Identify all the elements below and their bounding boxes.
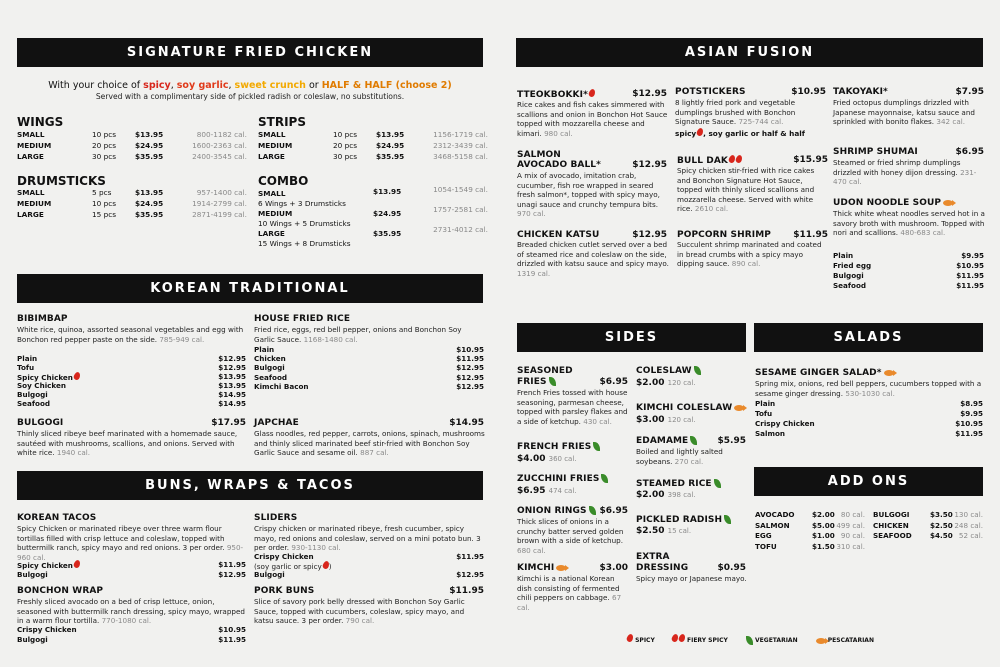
extra-dressing-name-1: EXTRA xyxy=(636,552,670,562)
salad-options xyxy=(755,399,983,439)
combo-title: COMBO xyxy=(258,174,309,188)
option-price: $12.95 xyxy=(218,354,246,363)
katsu-desc: Breaded chicken cutlet served over a bed of steamed rice and coleslaw on the side, drizzled with katsu sauce and spicy mayo. 1319 cal. xyxy=(517,240,669,278)
sliders-option-1: Crispy Chicken $11.95 xyxy=(254,552,484,561)
option-name: Seafood xyxy=(254,372,288,382)
addon-cal: 310 cal. xyxy=(836,541,865,551)
option-price: $8.95 xyxy=(960,399,983,408)
wings-row xyxy=(17,129,247,140)
option-name: Tofu xyxy=(17,363,35,372)
addon-row xyxy=(755,531,865,540)
japchae-price: $14.95 xyxy=(449,418,484,428)
seasoned-fries-desc: French Fries tossed with house seasoning, parmesan cheese, topped with parsley flakes and a side of ketchup. 430 cal. xyxy=(517,388,628,426)
addon-price: $1.00 xyxy=(812,531,835,540)
extra-dressing-desc: Spicy mayo or Japanese mayo. xyxy=(636,574,747,583)
drums-size-label: MEDIUM xyxy=(17,199,52,208)
option-price: $14.95 xyxy=(218,390,246,399)
option-price: $10.95 xyxy=(956,261,984,270)
option-name: Chicken xyxy=(254,354,286,364)
option-price: $11.95 xyxy=(956,271,984,280)
salmon-name-1: SALMON xyxy=(517,150,561,160)
option-name: Soy Chicken xyxy=(17,381,66,390)
bulgogi-name: BULGOGI xyxy=(17,418,64,428)
onion-rings-name: ONION RINGS xyxy=(517,506,596,516)
strips-cal: 1156-1719 cal. xyxy=(433,130,488,139)
kimchi-name: KIMCHI xyxy=(517,563,566,573)
strips-price: $35.95 xyxy=(376,152,405,161)
addon-row xyxy=(873,521,983,530)
addon-row xyxy=(755,542,865,551)
option-price: $10.95 xyxy=(218,625,246,634)
option-row xyxy=(833,261,984,270)
bulgogi-price: $17.95 xyxy=(211,418,246,428)
edamame-desc: Boiled and lightly salted soybeans. 270 cal. xyxy=(636,447,723,466)
addon-row xyxy=(755,510,865,519)
salad-desc: Spring mix, onions, red bell peppers, cucumbers topped with a sesame ginger dressing. 530-1030 cal. xyxy=(755,379,982,398)
addons-left xyxy=(755,510,865,550)
tacos-desc: Spicy Chicken or marinated ribeye over three warm flour tortillas filled with crisp lettuce and coleslaw, topped with buttermilk ranch, spicy mayo and red onions. 3 per order. 950-960 cal. xyxy=(17,524,244,562)
sliders-option-2: Bulgogi $12.95 xyxy=(254,570,484,579)
option-row xyxy=(254,363,484,372)
wings-qty: 20 pcs xyxy=(92,141,117,150)
potstickers-name: POTSTICKERS xyxy=(675,87,746,97)
combo-price: $35.95 xyxy=(373,229,402,238)
option-price: $12.95 xyxy=(218,363,246,372)
drums-price: $24.95 xyxy=(135,199,164,208)
wrap-desc: Freshly sliced avocado on a bed of crisp lettuce, onion, seasoned with buttermilk ranch dressing, spicy mayo, wrapped in a warm flour tortilla. 770-1080 cal. xyxy=(17,597,245,626)
option-price: $11.95 xyxy=(456,354,484,364)
combo-cal: 2731-4012 cal. xyxy=(433,225,488,234)
strips-qty: 30 pcs xyxy=(333,152,358,161)
friedrice-desc: Fried rice, eggs, red bell pepper, onions and Bonchon Soy Garlic Sauce. 1168-1480 cal. xyxy=(254,325,462,344)
option-price: $13.95 xyxy=(218,372,246,381)
onion-rings-price: $6.95 xyxy=(599,506,628,516)
intro-subline: Served with a complimentary side of pickled radish or coleslaw, no substitutions. xyxy=(95,92,405,101)
section-header-addons: ADD ONS xyxy=(754,467,983,496)
section-header-korean: KOREAN TRADITIONAL xyxy=(17,274,483,303)
wings-price: $13.95 xyxy=(135,130,164,139)
addon-name: TOFU xyxy=(755,541,777,551)
bibimbap-name: BIBIMBAP xyxy=(17,314,68,324)
wrap-options xyxy=(17,625,246,645)
option-price: $11.95 xyxy=(955,429,983,438)
wings-size-label: MEDIUM xyxy=(17,141,52,150)
option-price: $10.95 xyxy=(456,345,484,354)
wings-cal: 800-1182 cal. xyxy=(196,130,247,139)
french-fries-price: $4.00 360 cal. xyxy=(517,454,577,464)
porkbuns-name: PORK BUNS xyxy=(254,586,315,596)
option-row xyxy=(755,419,983,428)
combo-size-label: SMALL xyxy=(258,189,286,198)
option-row xyxy=(755,409,983,418)
option-row xyxy=(17,390,246,399)
option-row xyxy=(17,354,246,363)
drums-cal: 1914-2799 cal. xyxy=(192,199,247,208)
onion-rings-desc: Thick slices of onions in a crunchy batter served golden brown with a side of ketchup. 680 cal. xyxy=(517,517,624,555)
drums-price: $13.95 xyxy=(135,188,164,197)
wings-size-label: LARGE xyxy=(17,152,44,161)
combo-size-label: MEDIUM xyxy=(258,209,293,218)
wings-sizes xyxy=(17,129,247,165)
legend-fiery: FIERY SPICY xyxy=(671,637,728,644)
option-row xyxy=(755,399,983,408)
wrap-name: BONCHON WRAP xyxy=(17,586,104,596)
option-price: $11.95 xyxy=(956,281,984,290)
option-name: Kimchi Bacon xyxy=(254,381,309,391)
addon-cal: 52 cal. xyxy=(958,531,983,540)
option-price: $12.95 xyxy=(456,363,484,373)
popcorn-price: $11.95 xyxy=(793,230,828,240)
addon-name: CHICKEN xyxy=(873,520,909,530)
option-name: Bulgogi xyxy=(17,390,48,399)
option-price: $9.95 xyxy=(961,251,984,260)
strips-row xyxy=(258,129,488,140)
option-row xyxy=(254,345,484,354)
section-header-fried: SIGNATURE FRIED CHICKEN xyxy=(17,38,483,67)
seasoned-fries-name-2: FRIES xyxy=(517,377,556,387)
strips-size-label: MEDIUM xyxy=(258,141,293,150)
intro-line: With your choice of spicy, soy garlic, sweet crunch or HALF & HALF (choose 2) xyxy=(48,80,452,91)
legend xyxy=(626,634,874,645)
katsu-name: CHICKEN KATSU xyxy=(517,230,600,240)
combo-size-label: LARGE xyxy=(258,229,285,238)
option-row xyxy=(17,635,246,644)
option-price: $10.95 xyxy=(955,419,983,428)
udon-options xyxy=(833,251,984,291)
salad-name: SESAME GINGER SALAD* xyxy=(755,368,894,378)
addon-price: $5.00 xyxy=(812,520,835,530)
sliders-name: SLIDERS xyxy=(254,513,298,523)
option-name: Salmon xyxy=(755,429,786,438)
strips-size-label: SMALL xyxy=(258,130,286,139)
edamame-price: $5.95 xyxy=(717,436,746,446)
wings-cal: 2400-3545 cal. xyxy=(192,152,247,161)
drums-row xyxy=(17,209,247,220)
popcorn-desc: Succulent shrimp marinated and coated in bread crumbs with a spicy mayo dipping sauce. 890 cal. xyxy=(677,240,822,269)
drums-qty: 10 pcs xyxy=(92,199,117,208)
extra-dressing-name-2: DRESSING xyxy=(636,563,689,573)
strips-size-label: LARGE xyxy=(258,152,285,161)
porkbuns-price: $11.95 xyxy=(449,586,484,596)
combo-contents: 10 Wings + 5 Drumsticks xyxy=(258,219,351,228)
seasoned-fries-price: $6.95 xyxy=(599,377,628,387)
addon-cal: 80 cal. xyxy=(840,510,865,519)
option-name: Bulgogi xyxy=(254,363,285,373)
takoyaki-name: TAKOYAKI* xyxy=(833,87,888,97)
strips-price: $24.95 xyxy=(376,141,405,150)
section-header-sides: SIDES xyxy=(517,323,746,352)
potstickers-options: spicy , soy garlic or half & half xyxy=(675,129,805,138)
shumai-desc: Steamed or fried shrimp dumplings drizzled with honey dijon dressing. 231-470 cal. xyxy=(833,158,977,187)
takoyaki-price: $7.95 xyxy=(955,87,984,97)
option-row xyxy=(833,271,984,280)
kimchi-desc: Kimchi is a national Korean dish consisting of fermented chili peppers on cabbage. 67 cal. xyxy=(517,574,622,612)
strips-qty: 20 pcs xyxy=(333,141,358,150)
potstickers-price: $10.95 xyxy=(791,87,826,97)
addon-row xyxy=(873,531,983,540)
option-price: $14.95 xyxy=(218,399,246,408)
option-name: Seafood xyxy=(833,281,867,290)
option-name: Bulgogi xyxy=(17,635,48,644)
option-row xyxy=(17,399,246,408)
drums-size-label: LARGE xyxy=(17,210,44,219)
strips-row xyxy=(258,151,488,162)
salmon-price: $12.95 xyxy=(632,160,667,170)
legend-spicy: SPICY xyxy=(626,637,655,644)
section-header-buns: BUNS, WRAPS & TACOS xyxy=(17,471,483,500)
shumai-price: $6.95 xyxy=(955,147,984,157)
addon-cal: 248 cal. xyxy=(954,520,983,530)
drums-cal: 957-1400 cal. xyxy=(196,188,247,197)
option-name: Plain xyxy=(755,399,776,408)
combo-contents: 15 Wings + 8 Drumsticks xyxy=(258,239,351,248)
udon-desc: Thick white wheat noodles served hot in a savory broth with mushroom. Topped with nori and scallions. 480-683 cal. xyxy=(833,209,985,238)
strips-price: $13.95 xyxy=(376,130,405,139)
tteokbokki-desc: Rice cakes and fish cakes simmered with scallions and onion in Bonchon Hot Sauce topped with mozzarella cheese and kimari. 980 cal. xyxy=(517,100,668,138)
option-name: Spicy Chicken xyxy=(17,373,73,382)
wings-price: $35.95 xyxy=(135,152,164,161)
addon-name: AVOCADO xyxy=(755,510,795,519)
option-row xyxy=(755,429,983,438)
wings-row xyxy=(17,151,247,162)
addon-price: $2.00 xyxy=(812,510,835,519)
bulgogi-desc: Thinly sliced ribeye beef marinated with a homemade sauce, sautéed with mushrooms, scallions, and onions. Served with white rice. 1940 cal. xyxy=(17,429,238,458)
wings-qty: 10 pcs xyxy=(92,130,117,139)
popcorn-name: POPCORN SHRIMP xyxy=(677,230,771,240)
option-name: Seafood xyxy=(17,399,51,408)
salmon-desc: A mix of avocado, imitation crab, cucumber, fish roe wrapped in seared fresh salmon*, topped with spicy mayo, unagi sauce and crunchy tempura bits. 970 cal. xyxy=(517,171,660,219)
addon-cal: 90 cal. xyxy=(840,531,865,540)
kimchi-coleslaw-price: $3.00 120 cal. xyxy=(636,415,696,425)
drums-qty: 15 pcs xyxy=(92,210,117,219)
sliders-desc: Crispy chicken or marinated ribeye, fresh cucumber, spicy mayo, red onions and coleslaw, served on a mini potato bun. 3 per order. 930-1130 cal. xyxy=(254,524,481,553)
combo-price: $24.95 xyxy=(373,209,402,218)
addon-price: $2.50 xyxy=(930,520,953,530)
drums-size-label: SMALL xyxy=(17,188,45,197)
wings-size-label: SMALL xyxy=(17,130,45,139)
legend-pescatarian: PESCATARIAN xyxy=(814,637,874,644)
addon-price: $1.50 xyxy=(812,541,835,551)
option-name: Plain xyxy=(17,354,38,363)
bulldak-desc: Spicy chicken stir-fried with rice cakes and Bonchon Signature Hot Sauce, topped with thinly sliced scallions and mozzarella cheese. Served with white rice. 2610 cal. xyxy=(677,166,815,214)
steamed-rice-name: STEAMED RICE xyxy=(636,479,721,489)
tacos-name: KOREAN TACOS xyxy=(17,513,97,523)
friedrice-name: HOUSE FRIED RICE xyxy=(254,314,351,324)
salmon-name-2: AVOCADO BALL* xyxy=(517,160,601,170)
bibimbap-desc: White rice, quinoa, assorted seasonal vegetables and egg with Bonchon red pepper paste on the side. 785-949 cal. xyxy=(17,325,244,344)
shumai-name: SHRIMP SHUMAI xyxy=(833,147,918,157)
option-name: Plain xyxy=(833,251,854,260)
addon-name: EGG xyxy=(755,531,772,540)
japchae-name: JAPCHAE xyxy=(254,418,299,428)
addon-cal: 499 cal. xyxy=(836,520,865,530)
addon-name: SEAFOOD xyxy=(873,531,912,540)
seasoned-fries-name-1: SEASONED xyxy=(517,366,573,376)
bulldak-name: BULL DAK xyxy=(677,155,742,166)
strips-qty: 10 pcs xyxy=(333,130,358,139)
option-row xyxy=(17,363,246,372)
option-row xyxy=(17,625,246,634)
coleslaw-name: COLESLAW xyxy=(636,366,701,376)
addon-cal: 130 cal. xyxy=(954,510,983,519)
section-header-asian: ASIAN FUSION xyxy=(516,38,983,67)
potstickers-desc: 8 lightly fried pork and vegetable dumplings brushed with Bonchon Signature Sauce. 725-744 cal. xyxy=(675,98,796,127)
wings-qty: 30 pcs xyxy=(92,152,117,161)
drums-price: $35.95 xyxy=(135,210,164,219)
wings-cal: 1600-2363 cal. xyxy=(192,141,247,150)
option-price: $12.95 xyxy=(456,372,484,382)
option-name: Crispy Chicken xyxy=(17,625,77,634)
addons-right xyxy=(873,510,983,540)
strips-cal: 3468-5158 cal. xyxy=(433,152,488,161)
option-price: $12.95 xyxy=(456,381,484,391)
combo-contents: 6 Wings + 3 Drumsticks xyxy=(258,199,346,208)
addon-price: $4.50 xyxy=(930,531,953,540)
coleslaw-price: $2.00 120 cal. xyxy=(636,378,696,388)
option-row xyxy=(254,373,484,382)
strips-cal: 2312-3439 cal. xyxy=(433,141,488,150)
wings-row xyxy=(17,140,247,151)
addon-row xyxy=(755,521,865,530)
tacos-option-2: Bulgogi $12.95 xyxy=(17,570,246,579)
drumsticks-title: DRUMSTICKS xyxy=(17,174,106,188)
drums-row xyxy=(17,187,247,198)
option-name: Bulgogi xyxy=(833,271,864,280)
option-price: $9.95 xyxy=(960,409,983,418)
kimchi-coleslaw-name: KIMCHI COLESLAW xyxy=(636,403,744,413)
option-price: $13.95 xyxy=(218,381,246,390)
option-price: $11.95 xyxy=(218,635,246,644)
combo-sizes xyxy=(258,185,488,250)
addon-price: $3.50 xyxy=(930,510,953,519)
combo-cal: 1054-1549 cal. xyxy=(433,185,488,194)
section-header-salads: SALADS xyxy=(754,323,983,352)
legend-vegetarian: VEGETARIAN xyxy=(744,637,798,644)
option-row xyxy=(254,354,484,363)
spicy-icon xyxy=(73,371,81,381)
kimchi-price: $3.00 xyxy=(599,563,628,573)
drums-qty: 5 pcs xyxy=(92,188,112,197)
option-row xyxy=(17,381,246,390)
edamame-name: EDAMAME xyxy=(636,436,697,446)
french-fries-name: FRENCH FRIES xyxy=(517,442,600,452)
wings-title: WINGS xyxy=(17,115,64,129)
sliders-option-note: (soy garlic or spicy ) xyxy=(254,562,332,571)
addon-row xyxy=(873,510,983,519)
japchae-desc: Glass noodles, red pepper, carrots, onions, spinach, mushrooms and thinly sliced marinated beef stir-fried with Bonchon Soy Garlic Sauce and sesame oil. 887 cal. xyxy=(254,429,485,458)
strips-title: STRIPS xyxy=(258,115,306,129)
pickled-radish-price: $2.50 15 cal. xyxy=(636,526,692,536)
option-row xyxy=(833,251,984,260)
tacos-option-1: Spicy Chicken $11.95 xyxy=(17,560,246,570)
option-name: Plain xyxy=(254,345,275,354)
addon-name: SALMON xyxy=(755,520,790,530)
combo-cal: 1757-2581 cal. xyxy=(433,205,488,214)
strips-row xyxy=(258,140,488,151)
tteokbokki-name: TTEOKBOKKI* xyxy=(517,89,595,100)
bibimbap-options xyxy=(17,354,246,412)
katsu-price: $12.95 xyxy=(632,230,667,240)
porkbuns-desc: Slice of savory pork belly dressed with Bonchon Soy Garlic Sauce, topped with cucumbers, coleslaw, spicy mayo, and katsu sauce. 3 per order. 790 cal. xyxy=(254,597,465,626)
option-name: Fried egg xyxy=(833,261,872,270)
wings-price: $24.95 xyxy=(135,141,164,150)
option-row xyxy=(833,281,984,290)
pickled-radish-name: PICKLED RADISH xyxy=(636,515,731,525)
option-name: Crispy Chicken xyxy=(755,419,815,428)
strips-sizes xyxy=(258,129,488,165)
drumsticks-sizes xyxy=(17,187,247,223)
drums-row xyxy=(17,198,247,209)
udon-name: UDON NOODLE SOUP xyxy=(833,198,953,208)
combo-price: $13.95 xyxy=(373,187,402,196)
option-name: Tofu xyxy=(755,409,773,418)
option-row xyxy=(254,382,484,391)
zucchini-fries-price: $6.95 474 cal. xyxy=(517,486,577,496)
extra-dressing-price: $0.95 xyxy=(717,563,746,573)
friedrice-options xyxy=(254,345,484,393)
drums-cal: 2871-4199 cal. xyxy=(192,210,247,219)
combo-row xyxy=(258,225,488,248)
addon-name: BULGOGI xyxy=(873,510,910,519)
steamed-rice-price: $2.00 398 cal. xyxy=(636,490,696,500)
tteokbokki-price: $12.95 xyxy=(632,89,667,99)
zucchini-fries-name: ZUCCHINI FRIES xyxy=(517,474,608,484)
takoyaki-desc: Fried octopus dumplings drizzled with Japanese mayonnaise, katsu sauce and sprinkled with bonito flakes. 342 cal. xyxy=(833,98,975,127)
bulldak-price: $15.95 xyxy=(793,155,828,165)
